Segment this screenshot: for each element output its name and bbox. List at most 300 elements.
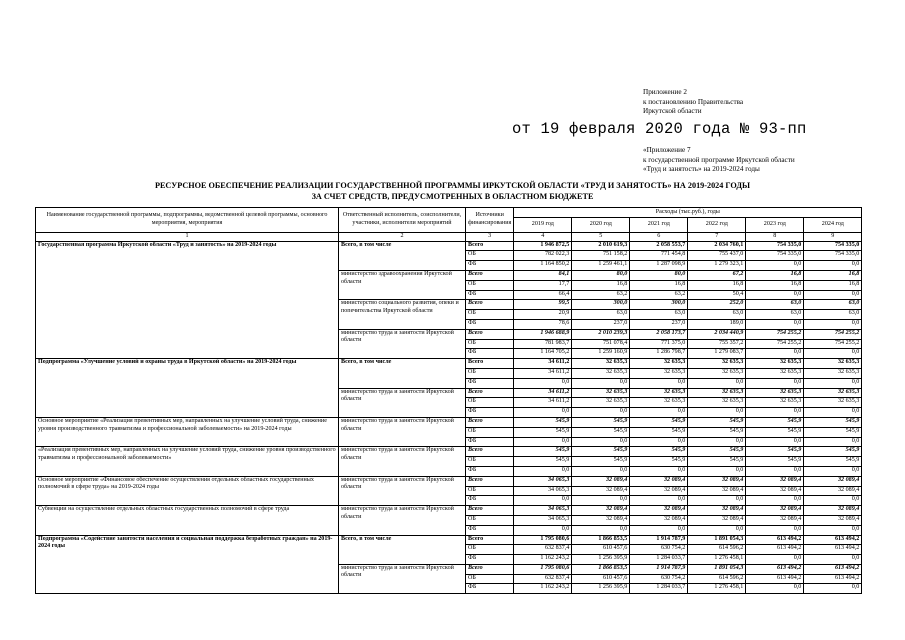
amount-cell: 32 635,3 — [688, 359, 746, 369]
amount-cell: 0,0 — [746, 378, 804, 388]
executor-cell: министерство труда и занятости Иркутской области — [339, 564, 466, 593]
amount-cell: 754 255,2 — [746, 329, 804, 339]
amount-cell: 63,2 — [572, 290, 630, 300]
amount-cell: 1 259 461,1 — [572, 261, 630, 271]
funding-source-cell: ОБ — [466, 545, 514, 555]
amount-cell: 1 284 033,7 — [630, 584, 688, 594]
amount-cell: 32 635,3 — [630, 398, 688, 408]
amount-cell: 0,0 — [688, 437, 746, 447]
amount-cell: 610 457,6 — [572, 545, 630, 555]
amount-cell: 32 089,4 — [688, 486, 746, 496]
amount-cell: 32 089,4 — [572, 506, 630, 516]
funding-source-cell: ФБ — [466, 290, 514, 300]
funding-source-cell: ФБ — [466, 408, 514, 418]
amount-cell: 0,0 — [746, 555, 804, 565]
amount-cell: 34 065,3 — [514, 515, 572, 525]
amount-cell: 2 010 239,3 — [572, 329, 630, 339]
title-line: РЕСУРСНОЕ ОБЕСПЕЧЕНИЕ РЕАЛИЗАЦИИ ГОСУДАРСТВЕННОЙ ПРОГРАММЫ ИРКУТСКОЙ ОБЛАСТИ «ТРУД И ЗАНЯТОСТЬ» НА 2019-2024 ГОДЫ — [154, 181, 751, 190]
amount-cell: 613 494,2 — [804, 574, 862, 584]
amount-cell: 63,0 — [746, 300, 804, 310]
amount-cell: 1 276 458,1 — [688, 555, 746, 565]
amount-cell: 545,9 — [630, 417, 688, 427]
table-row — [36, 447, 862, 457]
amount-cell: 1 866 853,5 — [572, 535, 630, 545]
amount-cell: 1 279 083,7 — [688, 349, 746, 359]
amount-cell: 545,9 — [630, 447, 688, 457]
funding-source-cell: Всего — [466, 270, 514, 280]
amount-cell: 0,0 — [804, 290, 862, 300]
amount-cell: 0,0 — [804, 496, 862, 506]
amount-cell: 0,0 — [572, 437, 630, 447]
amount-cell: 1 914 787,9 — [630, 564, 688, 574]
program-name-cell: Государственная программа Иркутской области «Труд и занятость» на 2019-2024 годы — [36, 241, 339, 359]
executor-cell: министерство труда и занятости Иркутской области — [339, 388, 466, 417]
funding-source-cell: ФБ — [466, 584, 514, 594]
amount-cell: 632 837,4 — [514, 574, 572, 584]
amount-cell: 0,0 — [746, 319, 804, 329]
amount-cell: 630 754,2 — [630, 545, 688, 555]
amount-cell: 545,9 — [688, 427, 746, 437]
funding-source-cell: ОБ — [466, 486, 514, 496]
amount-cell: 630 754,2 — [630, 574, 688, 584]
amount-cell: 78,6 — [514, 319, 572, 329]
header-year: 2023 год — [746, 218, 804, 233]
amount-cell: 1 162 243,2 — [514, 584, 572, 594]
amount-cell: 34 065,3 — [514, 486, 572, 496]
funding-source-cell: ФБ — [466, 261, 514, 271]
funding-source-cell: Всего — [466, 506, 514, 516]
executor-cell: министерство труда и занятости Иркутской области — [339, 506, 466, 535]
funding-source-cell: ФБ — [466, 496, 514, 506]
amount-cell: 32 635,3 — [804, 388, 862, 398]
amount-cell: 0,0 — [746, 349, 804, 359]
funding-source-cell: ФБ — [466, 466, 514, 476]
amount-cell: 2 058 553,7 — [630, 241, 688, 251]
amount-cell: 32 089,4 — [630, 506, 688, 516]
funding-source-cell: Всего — [466, 300, 514, 310]
amount-cell: 613 494,2 — [804, 564, 862, 574]
amount-cell: 32 089,4 — [572, 515, 630, 525]
executor-cell: Всего, в том числе — [339, 535, 466, 564]
amount-cell: 189,0 — [688, 319, 746, 329]
amount-cell: 32 089,4 — [804, 486, 862, 496]
amount-cell: 0,0 — [746, 290, 804, 300]
amount-cell: 0,0 — [630, 525, 688, 535]
header-executor: Ответственный исполнитель, соисполнители, участники, исполнители мероприятий — [339, 208, 466, 233]
appendix-line: к постановлению Правительства — [643, 97, 744, 106]
amount-cell: 67,2 — [688, 270, 746, 280]
appendix-header — [643, 88, 903, 117]
amount-cell: 545,9 — [572, 457, 630, 467]
amount-cell: 0,0 — [746, 525, 804, 535]
funding-source-cell: ОБ — [466, 251, 514, 261]
amount-cell: 32 089,4 — [804, 506, 862, 516]
amount-cell: 34 065,3 — [514, 506, 572, 516]
funding-source-cell: ОБ — [466, 310, 514, 320]
amount-cell: 1 256 395,9 — [572, 555, 630, 565]
program-name-cell: Подпрограмма «Содействие занятости населения и социальная поддержка безработных граждан» на 2019-2024 годы — [36, 535, 339, 594]
amount-cell: 34 611,2 — [514, 388, 572, 398]
header-year: 2021 год — [630, 218, 688, 233]
amount-cell: 16,8 — [804, 270, 862, 280]
executor-cell: министерство труда и занятости Иркутской области — [339, 417, 466, 446]
amount-cell: 614 596,2 — [688, 574, 746, 584]
amount-cell: 32 089,4 — [630, 515, 688, 525]
table-row — [36, 476, 862, 486]
executor-cell: министерство здравоохранения Иркутской области — [339, 270, 466, 299]
amount-cell: 32 089,4 — [688, 515, 746, 525]
amount-cell: 63,2 — [630, 290, 688, 300]
amount-cell: 2 058 173,7 — [630, 329, 688, 339]
appendix-line: Иркутской области — [643, 107, 702, 116]
amount-cell: 1 279 323,1 — [688, 261, 746, 271]
amount-cell: 1 287 098,9 — [630, 261, 688, 271]
amount-cell: 545,9 — [746, 417, 804, 427]
amount-cell: 0,0 — [804, 408, 862, 418]
amount-cell: 252,0 — [688, 300, 746, 310]
amount-cell: 0,0 — [514, 437, 572, 447]
amount-cell: 32 089,4 — [572, 476, 630, 486]
table-row — [36, 535, 862, 545]
column-number: 1 — [36, 233, 339, 242]
funding-source-cell: ФБ — [466, 319, 514, 329]
amount-cell: 545,9 — [688, 457, 746, 467]
program-name-cell: Подпрограмма «Улучшение условий и охраны труда в Иркутской области» на 2019-2024 годы — [36, 359, 339, 418]
executor-cell: министерство социального развития, опеки и попечительства Иркутской области — [339, 300, 466, 329]
amount-cell: 545,9 — [746, 427, 804, 437]
funding-source-cell: ОБ — [466, 574, 514, 584]
amount-cell: 545,9 — [514, 447, 572, 457]
amount-cell: 613 494,2 — [804, 545, 862, 555]
amount-cell: 99,5 — [514, 300, 572, 310]
amount-cell: 63,0 — [804, 300, 862, 310]
program-name-cell: «Реализация превентивных мер, направленных на улучшение условий труда, снижение уровня производственного травматизма и профессиональной заболеваемости» — [36, 447, 339, 476]
amount-cell: 0,0 — [514, 525, 572, 535]
amount-cell: 32 635,3 — [572, 368, 630, 378]
funding-source-cell: Всего — [466, 359, 514, 369]
header-year: 2020 год — [572, 218, 630, 233]
amount-cell: 545,9 — [804, 427, 862, 437]
amount-cell: 32 635,3 — [572, 359, 630, 369]
amount-cell: 545,9 — [572, 417, 630, 427]
funding-source-cell: ФБ — [466, 378, 514, 388]
amount-cell: 0,0 — [572, 525, 630, 535]
amount-cell: 613 494,2 — [746, 574, 804, 584]
amount-cell: 0,0 — [630, 437, 688, 447]
amount-cell: 0,0 — [572, 466, 630, 476]
amount-cell: 32 089,4 — [804, 515, 862, 525]
title-line: ЗА СЧЕТ СРЕДСТВ, ПРЕДУСМОТРЕННЫХ В ОБЛАСТНОМ БЮДЖЕТЕ — [311, 191, 594, 201]
amount-cell: 16,8 — [746, 280, 804, 290]
amount-cell: 1 162 243,2 — [514, 555, 572, 565]
amount-cell: 0,0 — [630, 408, 688, 418]
column-number: 6 — [630, 233, 688, 242]
header-source: Источники финансирования — [466, 208, 514, 233]
funding-source-cell: Всего — [466, 417, 514, 427]
program-name-cell: Основное мероприятие «Финансовое обеспечение осуществления отдельных областных государственных полномочий в сфере труда» на 2019-2024 годы — [36, 476, 339, 505]
amount-cell: 32 635,3 — [804, 398, 862, 408]
executor-cell: Всего, в том числе — [339, 359, 466, 388]
amount-cell: 34 611,2 — [514, 368, 572, 378]
amount-cell: 32 635,3 — [572, 398, 630, 408]
funding-source-cell: Всего — [466, 535, 514, 545]
amount-cell: 614 596,2 — [688, 545, 746, 555]
program-name-cell: Основное мероприятие «Реализация превентивных мер, направленных на улучшение условий труда, снижение уровня производственного травматизма и профессиональной заболеваемости» на 2019-2024 годы — [36, 417, 339, 446]
column-number: 2 — [339, 233, 466, 242]
amount-cell: 754 255,2 — [804, 339, 862, 349]
amount-cell: 237,0 — [572, 319, 630, 329]
amount-cell: 1 286 798,7 — [630, 349, 688, 359]
amount-cell: 32 089,4 — [746, 476, 804, 486]
amount-cell: 32 635,3 — [746, 398, 804, 408]
funding-source-cell: ОБ — [466, 427, 514, 437]
amount-cell: 0,0 — [572, 378, 630, 388]
amount-cell: 613 494,2 — [746, 545, 804, 555]
table-row — [36, 417, 862, 427]
amount-cell: 1 276 458,1 — [688, 584, 746, 594]
amount-cell: 0,0 — [688, 378, 746, 388]
amount-cell: 1 164 850,2 — [514, 261, 572, 271]
amount-cell: 2 034 440,9 — [688, 329, 746, 339]
amount-cell: 16,8 — [804, 280, 862, 290]
amount-cell: 0,0 — [514, 496, 572, 506]
amount-cell: 755 437,0 — [688, 251, 746, 261]
amount-cell: 32 635,3 — [804, 359, 862, 369]
header-year: 2024 год — [804, 218, 862, 233]
funding-source-cell: ОБ — [466, 457, 514, 467]
amount-cell: 32 635,3 — [688, 388, 746, 398]
column-number: 7 — [688, 233, 746, 242]
amount-cell: 771 375,0 — [630, 339, 688, 349]
amount-cell: 1 946 688,9 — [514, 329, 572, 339]
table-row — [36, 241, 862, 251]
executor-cell: Всего, в том числе — [339, 241, 466, 270]
amount-cell: 632 837,4 — [514, 545, 572, 555]
amount-cell: 771 454,8 — [630, 251, 688, 261]
amount-cell: 545,9 — [630, 457, 688, 467]
funding-source-cell: ОБ — [466, 368, 514, 378]
amount-cell: 50,4 — [688, 290, 746, 300]
header-name: Наименование государственной программы, подпрограммы, ведомственной целевой программы, основного мероприятия, мероприятия — [36, 208, 339, 233]
amount-cell: 0,0 — [746, 584, 804, 594]
amount-cell: 545,9 — [804, 457, 862, 467]
funding-source-cell: Всего — [466, 329, 514, 339]
amount-cell: 32 635,3 — [746, 368, 804, 378]
amount-cell: 755 357,2 — [688, 339, 746, 349]
amount-cell: 782 022,3 — [514, 251, 572, 261]
appendix-line: «Труд и занятость» на 2019-2024 годы — [643, 165, 760, 174]
amount-cell: 16,8 — [746, 270, 804, 280]
amount-cell: 0,0 — [514, 378, 572, 388]
amount-cell: 613 494,2 — [746, 564, 804, 574]
amount-cell: 751 078,4 — [572, 339, 630, 349]
funding-source-cell: ОБ — [466, 339, 514, 349]
amount-cell: 300,0 — [572, 300, 630, 310]
column-number: 8 — [746, 233, 804, 242]
amount-cell: 63,0 — [804, 310, 862, 320]
amount-cell: 1 866 853,5 — [572, 564, 630, 574]
amount-cell: 754 255,2 — [746, 339, 804, 349]
amount-cell: 63,0 — [688, 310, 746, 320]
table-row — [36, 359, 862, 369]
amount-cell: 0,0 — [804, 437, 862, 447]
funding-source-cell: ФБ — [466, 555, 514, 565]
amount-cell: 0,0 — [746, 408, 804, 418]
amount-cell: 63,0 — [572, 310, 630, 320]
amount-cell: 84,1 — [514, 270, 572, 280]
amount-cell: 300,0 — [630, 300, 688, 310]
funding-source-cell: ФБ — [466, 525, 514, 535]
amount-cell: 545,9 — [630, 427, 688, 437]
amount-cell: 32 635,3 — [630, 368, 688, 378]
amount-cell: 0,0 — [630, 496, 688, 506]
amount-cell: 32 089,4 — [688, 506, 746, 516]
funding-source-cell: Всего — [466, 388, 514, 398]
amount-cell: 32 635,3 — [572, 388, 630, 398]
amount-cell: 0,0 — [630, 378, 688, 388]
amount-cell: 80,0 — [572, 270, 630, 280]
amount-cell: 20,9 — [514, 310, 572, 320]
amount-cell: 0,0 — [804, 525, 862, 535]
amount-cell: 1 164 705,2 — [514, 349, 572, 359]
executor-cell: министерство труда и занятости Иркутской области — [339, 329, 466, 358]
amount-cell: 1 891 054,3 — [688, 535, 746, 545]
amount-cell: 1 946 872,5 — [514, 241, 572, 251]
amount-cell: 63,0 — [746, 310, 804, 320]
amount-cell: 32 635,3 — [688, 398, 746, 408]
funding-source-cell: Всего — [466, 241, 514, 251]
amount-cell: 0,0 — [804, 555, 862, 565]
amount-cell: 32 089,4 — [746, 515, 804, 525]
amount-cell: 545,9 — [804, 417, 862, 427]
amount-cell: 754 335,0 — [804, 251, 862, 261]
amount-cell: 34 065,3 — [514, 476, 572, 486]
amount-cell: 0,0 — [804, 584, 862, 594]
amount-cell: 754 335,0 — [746, 241, 804, 251]
amount-cell: 754 335,0 — [804, 241, 862, 251]
amount-cell: 0,0 — [688, 466, 746, 476]
column-number: 3 — [466, 233, 514, 242]
amount-cell: 0,0 — [572, 496, 630, 506]
amount-cell: 0,0 — [746, 261, 804, 271]
column-number: 4 — [514, 233, 572, 242]
amount-cell: 781 983,7 — [514, 339, 572, 349]
amount-cell: 237,0 — [630, 319, 688, 329]
amount-cell: 1 891 054,3 — [688, 564, 746, 574]
amount-cell: 0,0 — [804, 349, 862, 359]
header-expenses: Расходы (тыс.руб.), годы — [514, 208, 862, 218]
amount-cell: 545,9 — [688, 417, 746, 427]
amount-cell: 32 635,3 — [630, 388, 688, 398]
resource-table — [35, 207, 862, 594]
amount-cell: 545,9 — [514, 457, 572, 467]
amount-cell: 32 635,3 — [688, 368, 746, 378]
amount-cell: 545,9 — [514, 417, 572, 427]
amount-cell: 16,8 — [688, 280, 746, 290]
amount-cell: 80,0 — [630, 270, 688, 280]
amount-cell: 613 494,2 — [746, 535, 804, 545]
amount-cell: 545,9 — [572, 447, 630, 457]
amount-cell: 32 089,4 — [688, 476, 746, 486]
appendix-line: к государственной программе Иркутской области — [643, 155, 795, 164]
amount-cell: 0,0 — [688, 525, 746, 535]
amount-cell: 32 089,4 — [804, 476, 862, 486]
funding-source-cell: ОБ — [466, 398, 514, 408]
amount-cell: 0,0 — [514, 408, 572, 418]
amount-cell: 32 089,4 — [630, 476, 688, 486]
amount-cell: 0,0 — [688, 408, 746, 418]
amount-cell: 754 255,2 — [804, 329, 862, 339]
amount-cell: 2 010 619,3 — [572, 241, 630, 251]
amount-cell: 545,9 — [746, 447, 804, 457]
amount-cell: 545,9 — [746, 457, 804, 467]
amount-cell: 32 089,4 — [746, 506, 804, 516]
amount-cell: 0,0 — [804, 319, 862, 329]
amount-cell: 32 089,4 — [572, 486, 630, 496]
amount-cell: 0,0 — [688, 496, 746, 506]
funding-source-cell: ФБ — [466, 437, 514, 447]
executor-cell: министерство труда и занятости Иркутской области — [339, 447, 466, 476]
amount-cell: 34 611,2 — [514, 398, 572, 408]
amount-cell: 2 034 760,1 — [688, 241, 746, 251]
amount-cell: 32 089,4 — [746, 486, 804, 496]
amount-cell: 32 635,3 — [746, 359, 804, 369]
program-name-cell: Субвенции на осуществление отдельных областных государственных полномочий в сфере труда — [36, 506, 339, 535]
amount-cell: 1 795 080,6 — [514, 564, 572, 574]
amount-cell: 16,8 — [630, 280, 688, 290]
amount-cell: 0,0 — [514, 466, 572, 476]
table-row — [36, 506, 862, 516]
amount-cell: 63,0 — [630, 310, 688, 320]
amount-cell: 0,0 — [746, 466, 804, 476]
amount-cell: 17,7 — [514, 280, 572, 290]
amount-cell: 613 494,2 — [804, 535, 862, 545]
appendix-line: «Приложение 7 — [643, 146, 691, 154]
amount-cell: 545,9 — [804, 447, 862, 457]
amount-cell: 610 457,6 — [572, 574, 630, 584]
amount-cell: 32 635,3 — [630, 359, 688, 369]
executor-cell: министерство труда и занятости Иркутской области — [339, 476, 466, 505]
amount-cell: 1 256 395,9 — [572, 584, 630, 594]
header-year: 2022 год — [688, 218, 746, 233]
amount-cell: 1 284 033,7 — [630, 555, 688, 565]
amount-cell: 66,4 — [514, 290, 572, 300]
amount-cell: 1 914 787,9 — [630, 535, 688, 545]
amount-cell: 32 635,3 — [804, 368, 862, 378]
funding-source-cell: ФБ — [466, 349, 514, 359]
amount-cell: 1 259 160,9 — [572, 349, 630, 359]
document-title — [0, 181, 905, 202]
appendix-line: Приложение 2 — [643, 88, 687, 96]
amount-cell: 0,0 — [572, 408, 630, 418]
amount-cell: 0,0 — [804, 378, 862, 388]
amount-cell: 1 795 080,6 — [514, 535, 572, 545]
header-year: 2019 год — [514, 218, 572, 233]
funding-source-cell: Всего — [466, 447, 514, 457]
amount-cell: 0,0 — [746, 496, 804, 506]
decree-stamp: от 19 февраля 2020 года № 93-пп — [512, 120, 807, 138]
amount-cell: 32 635,3 — [746, 388, 804, 398]
amount-cell: 545,9 — [514, 427, 572, 437]
amount-cell: 545,9 — [688, 447, 746, 457]
column-number: 5 — [572, 233, 630, 242]
amount-cell: 32 089,4 — [630, 486, 688, 496]
amount-cell: 34 611,2 — [514, 359, 572, 369]
amount-cell: 0,0 — [804, 261, 862, 271]
appendix-subheader — [643, 146, 903, 175]
amount-cell: 751 158,2 — [572, 251, 630, 261]
amount-cell: 0,0 — [804, 466, 862, 476]
